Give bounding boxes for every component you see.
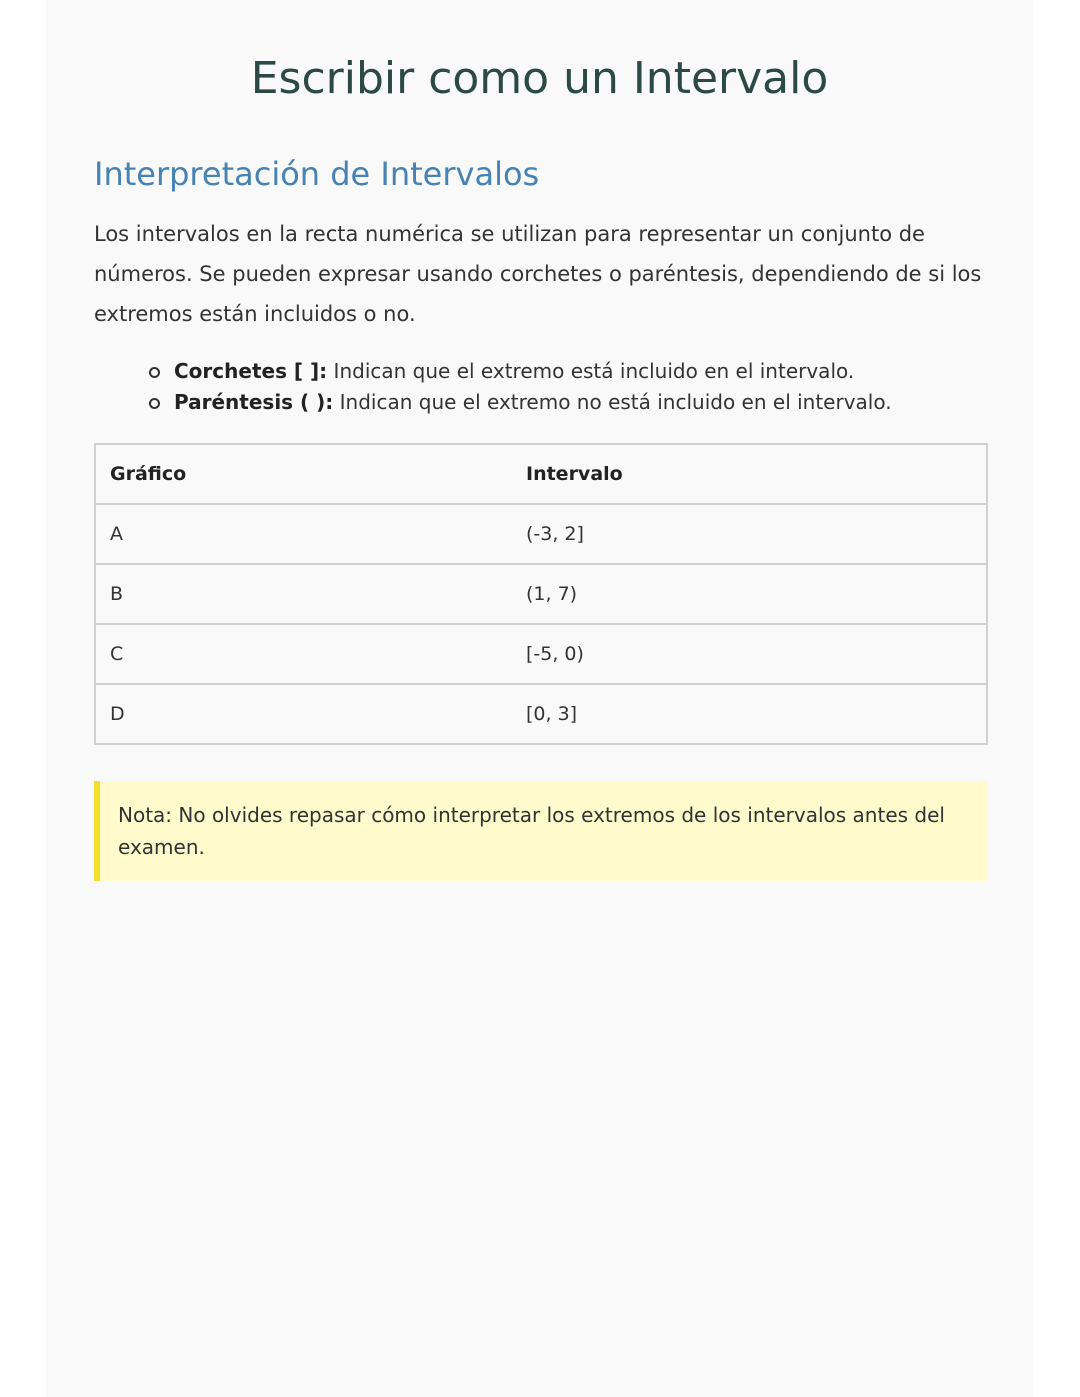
cell-grafico: C bbox=[95, 624, 512, 684]
cell-intervalo: [0, 3] bbox=[512, 684, 987, 744]
cell-grafico: D bbox=[95, 684, 512, 744]
table-header-row bbox=[95, 444, 987, 504]
cell-grafico: B bbox=[95, 564, 512, 624]
header-grafico: Gráfico bbox=[95, 444, 512, 504]
bullet-item-corchetes bbox=[149, 356, 892, 387]
table-row bbox=[95, 684, 987, 744]
header-intervalo: Intervalo bbox=[512, 444, 987, 504]
interval-table bbox=[94, 443, 988, 745]
cell-grafico: A bbox=[95, 504, 512, 564]
table-row bbox=[95, 504, 987, 564]
page-title: Escribir como un Intervalo bbox=[250, 53, 829, 104]
section-heading: Interpretación de Intervalos bbox=[94, 155, 540, 193]
hollow-circle-bullet-icon bbox=[149, 367, 160, 378]
intro-paragraph: Los intervalos en la recta numérica se utilizan para representar un conjunto de números. Se pueden expresar usando corchetes o paréntesis, dependiendo de si los extremos están incluidos o no. bbox=[94, 222, 982, 326]
table-row bbox=[95, 564, 987, 624]
cell-intervalo: (1, 7) bbox=[512, 564, 987, 624]
table-row bbox=[95, 624, 987, 684]
bracket-bullet-list bbox=[149, 356, 892, 418]
document-page bbox=[46, 0, 1033, 1397]
cell-intervalo: (-3, 2] bbox=[512, 504, 987, 564]
bullet-description: Indican que el extremo está incluido en el intervalo. bbox=[327, 359, 855, 383]
cell-intervalo: [-5, 0) bbox=[512, 624, 987, 684]
bullet-term: Paréntesis ( ): bbox=[174, 390, 334, 414]
bullet-item-parentesis bbox=[149, 387, 892, 418]
bullet-description: Indican que el extremo no está incluido en el intervalo. bbox=[333, 390, 892, 414]
note-callout: Nota: No olvides repasar cómo interpretar los extremos de los intervalos antes del examen. bbox=[94, 781, 988, 881]
hollow-circle-bullet-icon bbox=[149, 398, 160, 409]
bullet-term: Corchetes [ ]: bbox=[174, 359, 328, 383]
